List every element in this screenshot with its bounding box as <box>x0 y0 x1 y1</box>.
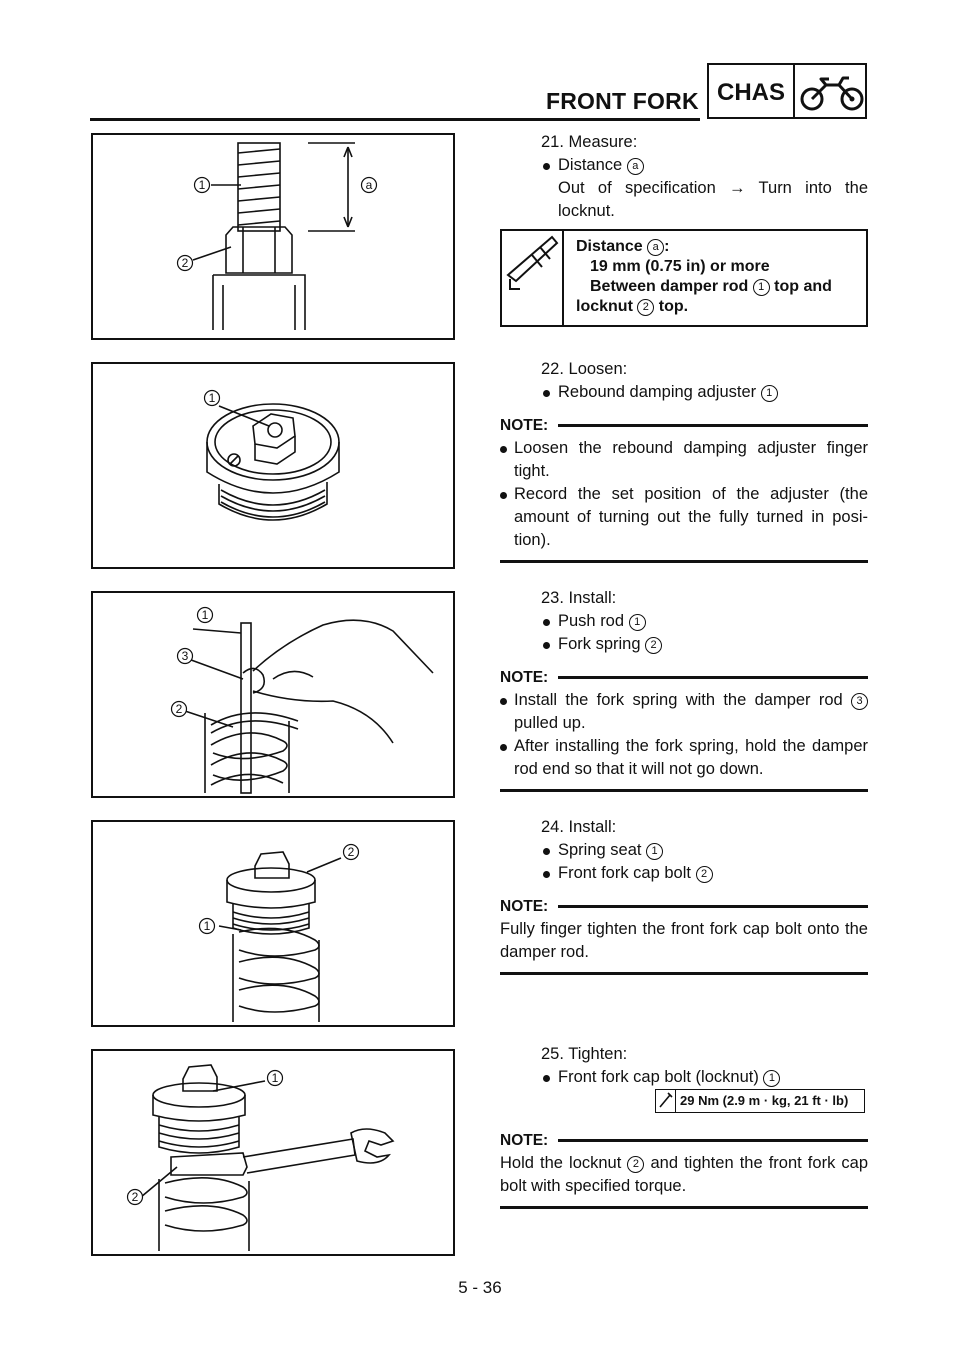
step-25 <box>500 1043 868 1209</box>
callout-3: 3 <box>181 649 189 663</box>
spec-label: Distance a : <box>576 238 670 255</box>
callout-2: 2 <box>181 256 189 270</box>
step-21 <box>500 131 868 223</box>
callout-a: a <box>365 178 373 192</box>
note-end-rule <box>500 789 868 792</box>
step-heading: 25. Tighten: <box>541 1045 628 1063</box>
list-item: Distance a <box>558 154 868 177</box>
list-item: Front fork cap bolt (locknut) 1 <box>558 1066 868 1089</box>
callout-2: 2 <box>347 845 355 859</box>
figure-push-rod-spring <box>91 591 455 798</box>
step-heading: 22. Loosen: <box>541 360 628 378</box>
note-heading: NOTE: <box>500 414 868 437</box>
callout-1: 1 <box>201 608 209 622</box>
figure-rebound-adjuster <box>91 362 455 569</box>
callout-1: 1 <box>198 178 206 192</box>
callout-2: 2 <box>131 1190 139 1204</box>
note-item: Install the fork spring with the damper rod 3 pulled up. <box>500 689 868 735</box>
note-heading: NOTE: <box>500 895 868 918</box>
note-end-rule <box>500 1206 868 1209</box>
callout-ref: a <box>627 158 644 175</box>
step-heading: 24. Install: <box>541 818 617 836</box>
page-title: FRONT FORK <box>546 88 699 114</box>
step-22 <box>500 358 868 563</box>
note-end-rule <box>500 972 868 975</box>
note-body: Hold the locknut 2 and tighten the front fork cap bolt with specified torque. <box>500 1154 868 1195</box>
figure-locknut-distance <box>91 133 455 340</box>
list-item: Front fork cap bolt 2 <box>558 862 868 885</box>
spec-line: locknut 2 top. <box>576 298 689 315</box>
note-end-rule <box>500 560 868 563</box>
step-description: Out of specification → Turn into the locknut. <box>558 179 868 220</box>
callout-1: 1 <box>208 391 216 405</box>
note-item: After installing the fork spring, hold the damper rod end so that it will not go down. <box>500 735 868 781</box>
note-body: Fully finger tighten the front fork cap bolt onto the damper rod. <box>500 920 868 961</box>
caliper-icon <box>502 231 560 325</box>
section-badge-label: CHAS <box>717 79 786 106</box>
section-badge <box>707 63 867 119</box>
torque-wrench-icon <box>656 1090 674 1111</box>
note-item: Record the set position of the adjuster (the amount of turning out the fully turned in posi-tion). <box>500 483 868 552</box>
callout-1: 1 <box>271 1071 279 1085</box>
list-item: Rebound damping adjuster 1 <box>558 381 868 404</box>
step-23 <box>500 587 868 792</box>
specification-box <box>500 229 868 327</box>
page-number: 5 - 36 <box>458 1278 502 1297</box>
callout-2: 2 <box>175 702 183 716</box>
note-body <box>500 437 868 552</box>
list-item: Spring seat 1 <box>558 839 868 862</box>
note-heading: NOTE: <box>500 1129 868 1152</box>
spec-line: Between damper rod 1 top and <box>590 278 832 295</box>
callout-1: 1 <box>203 919 211 933</box>
step-24 <box>500 816 868 975</box>
spec-value: 19 mm (0.75 in) or more <box>590 258 770 275</box>
list-item: Push rod 1 <box>558 610 868 633</box>
torque-spec <box>655 1089 865 1113</box>
list-item: Fork spring 2 <box>558 633 868 656</box>
note-heading: NOTE: <box>500 666 868 689</box>
step-heading: 23. Install: <box>541 589 617 607</box>
note-item: Loosen the rebound damping adjuster finger tight. <box>500 437 868 483</box>
note-body <box>500 689 868 781</box>
figure-spring-seat-cap-bolt <box>91 820 455 1027</box>
header-rule <box>90 118 700 121</box>
figure-tighten-locknut <box>91 1049 455 1256</box>
torque-value: 29 Nm (2.9 m · kg, 21 ft · lb) <box>680 1093 849 1108</box>
step-heading: 21. Measure: <box>541 133 638 151</box>
motorcycle-icon <box>799 73 865 113</box>
